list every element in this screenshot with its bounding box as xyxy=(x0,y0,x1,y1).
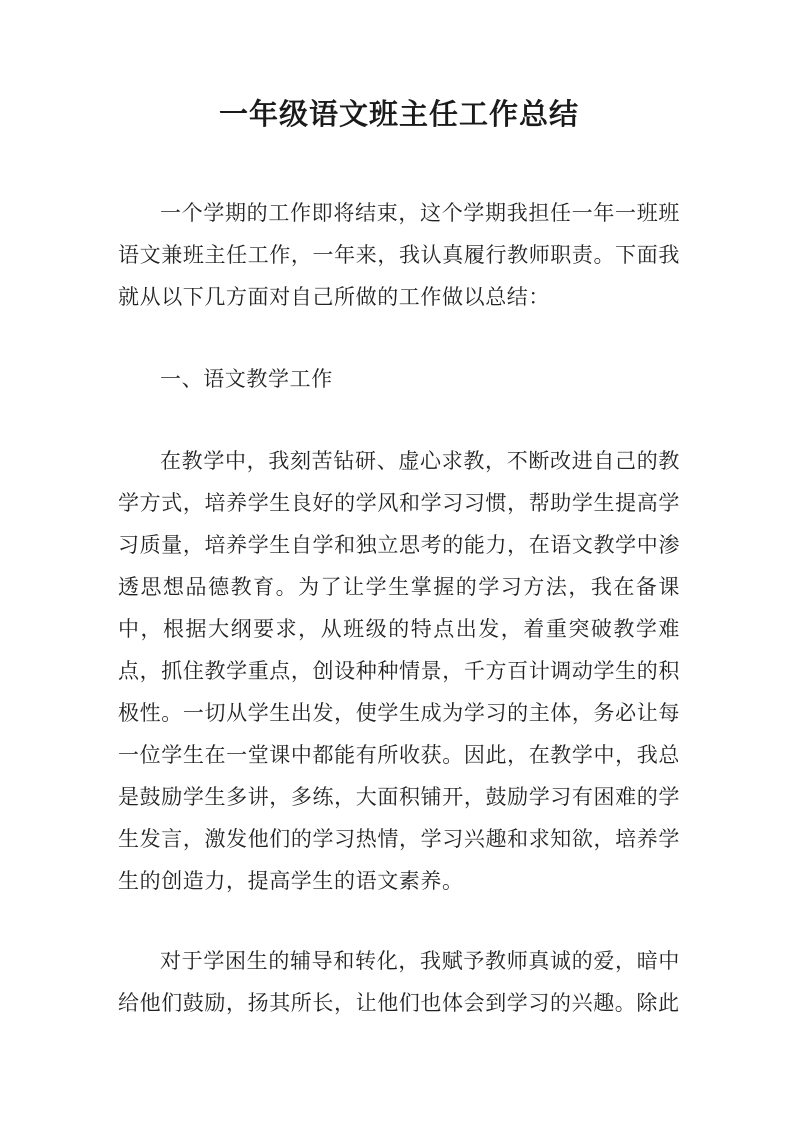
section-1-teaching-paragraph: 在教学中，我刻苦钻研、虚心求教，不断改进自己的教学方式，培养学生良好的学风和学习习惯，帮助学生提高学习质量，培养学生自学和独立思考的能力，在语文教学中渗透思想品德教育。为了让学生掌握的学习方法，我在备课中，根据大纲要求，从班级的特点出发，着重突破教学难点，抓住教学重点，创设种种情景，千方百计调动学生的积极性。一切从学生出发，使学生成为学习的主体，务必让每一位学生在一堂课中都能有所收获。因此，在教学中，我总是鼓励学生多讲，多练，大面积铺开，鼓励学习有困难的学生发言，激发他们的学习热情，学习兴趣和求知欲，培养学生的创造力，提高学生的语文素养。 xyxy=(118,449,680,893)
document-title: 一年级语文班主任工作总结 xyxy=(218,99,579,131)
struggling-students-paragraph: 对于学困生的辅导和转化，我赋予教师真诚的爱，暗中给他们鼓励，扬其所长，让他们也体会到学习的兴趣。除此 xyxy=(118,949,680,1015)
intro-paragraph: 一个学期的工作即将结束，这个学期我担任一年一班班语文兼班主任工作，一年来，我认真履行教师职责。下面我就从以下几方面对自己所做的工作做以总结： xyxy=(118,201,680,309)
section-1-heading: 一、语文教学工作 xyxy=(160,367,333,391)
